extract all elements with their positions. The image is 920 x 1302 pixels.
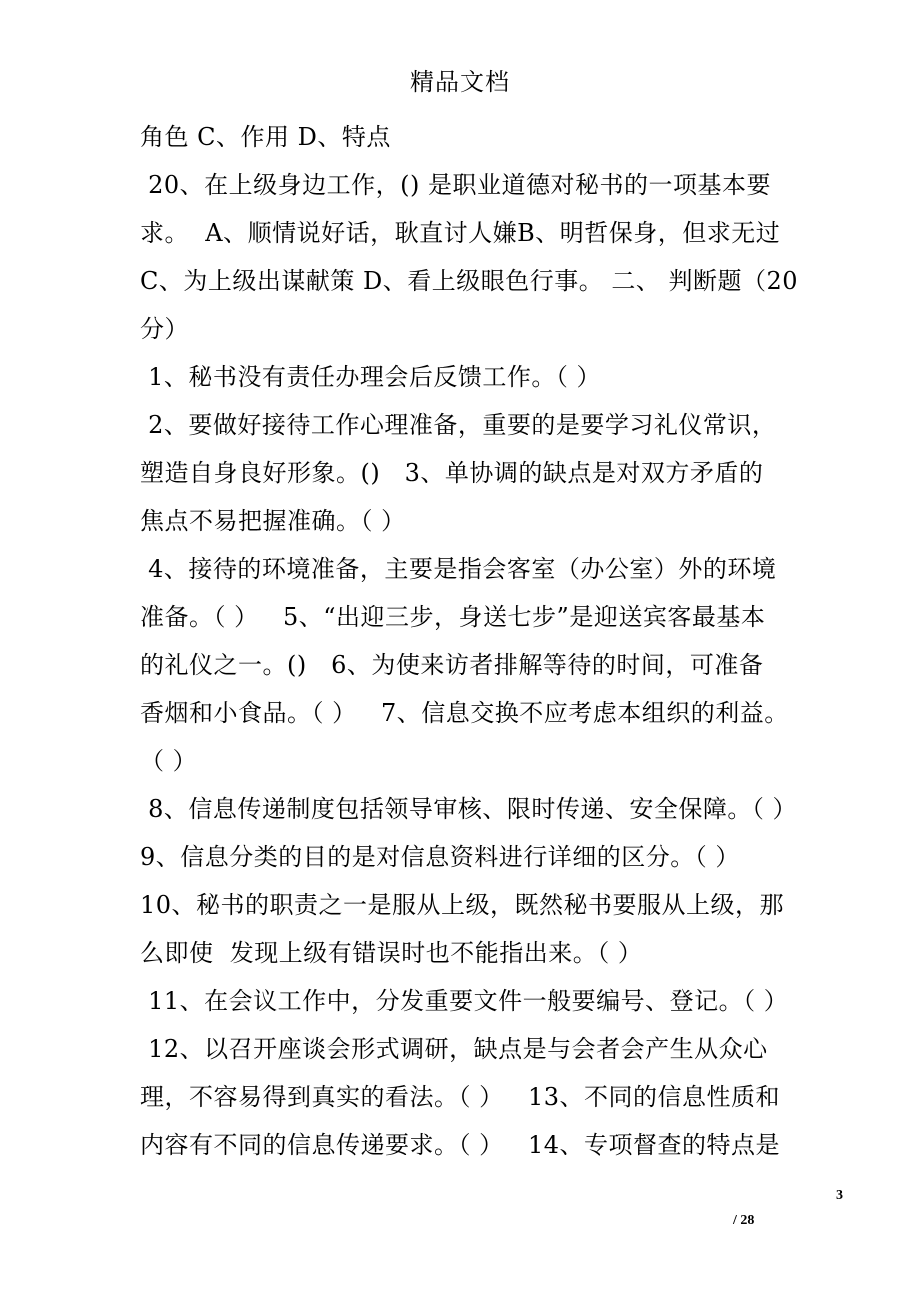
text-line: （ ） (140, 747, 198, 775)
text-line: 塑造自身良好形象。() 3、单协调的缺点是对双方矛盾的 (140, 459, 764, 487)
page-number: 3 (836, 1188, 843, 1203)
document-body (140, 113, 800, 1169)
text-line: 11、在会议工作中，分发重要文件一般要编号、登记。（ ） (140, 987, 789, 1015)
text-line: 的礼仪之一。() 6、为使来访者排解等待的时间，可准备 (140, 651, 764, 679)
text-line: 8、信息传递制度包括领导审核、限时传递、安全保障。（ ） (140, 795, 798, 823)
text-line: 准备。（ ） 5、“出迎三步，身送七步”是迎送宾客最基本 (140, 603, 766, 631)
text-line: 焦点不易把握准确。（ ） (140, 507, 406, 535)
text-line: 12、以召开座谈会形式调研，缺点是与会者会产生从众心 (140, 1035, 768, 1063)
text-line: C、为上级出谋献策 D、看上级眼色行事。 二、 判断题（20 (140, 267, 799, 295)
text-line: 香烟和小食品。（ ） 7、信息交换不应考虑本组织的利益。 (140, 699, 789, 727)
text-line: 求。 A、顺情说好话，耿直讨人嫌B、明哲保身，但求无过 (140, 219, 781, 247)
text-line: 内容有不同的信息传递要求。（ ） 14、专项督查的特点是 (140, 1131, 781, 1159)
text-line: 么即使 发现上级有错误时也不能指出来。（ ） (140, 939, 643, 967)
text-line: 分） (140, 315, 189, 343)
page-total: / 28 (733, 1213, 755, 1228)
text-line: 10、秘书的职责之一是服从上级，既然秘书要服从上级，那 (140, 891, 785, 919)
text-line: 20、在上级身边工作，() 是职业道德对秘书的一项基本要 (140, 171, 772, 199)
text-line: 理，不容易得到真实的看法。（ ） 13、不同的信息性质和 (140, 1083, 781, 1111)
text-line: 9、信息分类的目的是对信息资料进行详细的区分。（ ） (140, 843, 740, 871)
text-line: 2、要做好接待工作心理准备，重要的是要学习礼仪常识， (140, 411, 777, 439)
text-line: 1、秘书没有责任办理会后反馈工作。（ ） (140, 363, 602, 391)
text-line: 4、接待的环境准备，主要是指会客室（办公室）外的环境 (140, 555, 777, 583)
page-header-title: 精品文档 (410, 68, 510, 96)
text-line: 角色 C、作用 D、特点 (140, 123, 391, 151)
